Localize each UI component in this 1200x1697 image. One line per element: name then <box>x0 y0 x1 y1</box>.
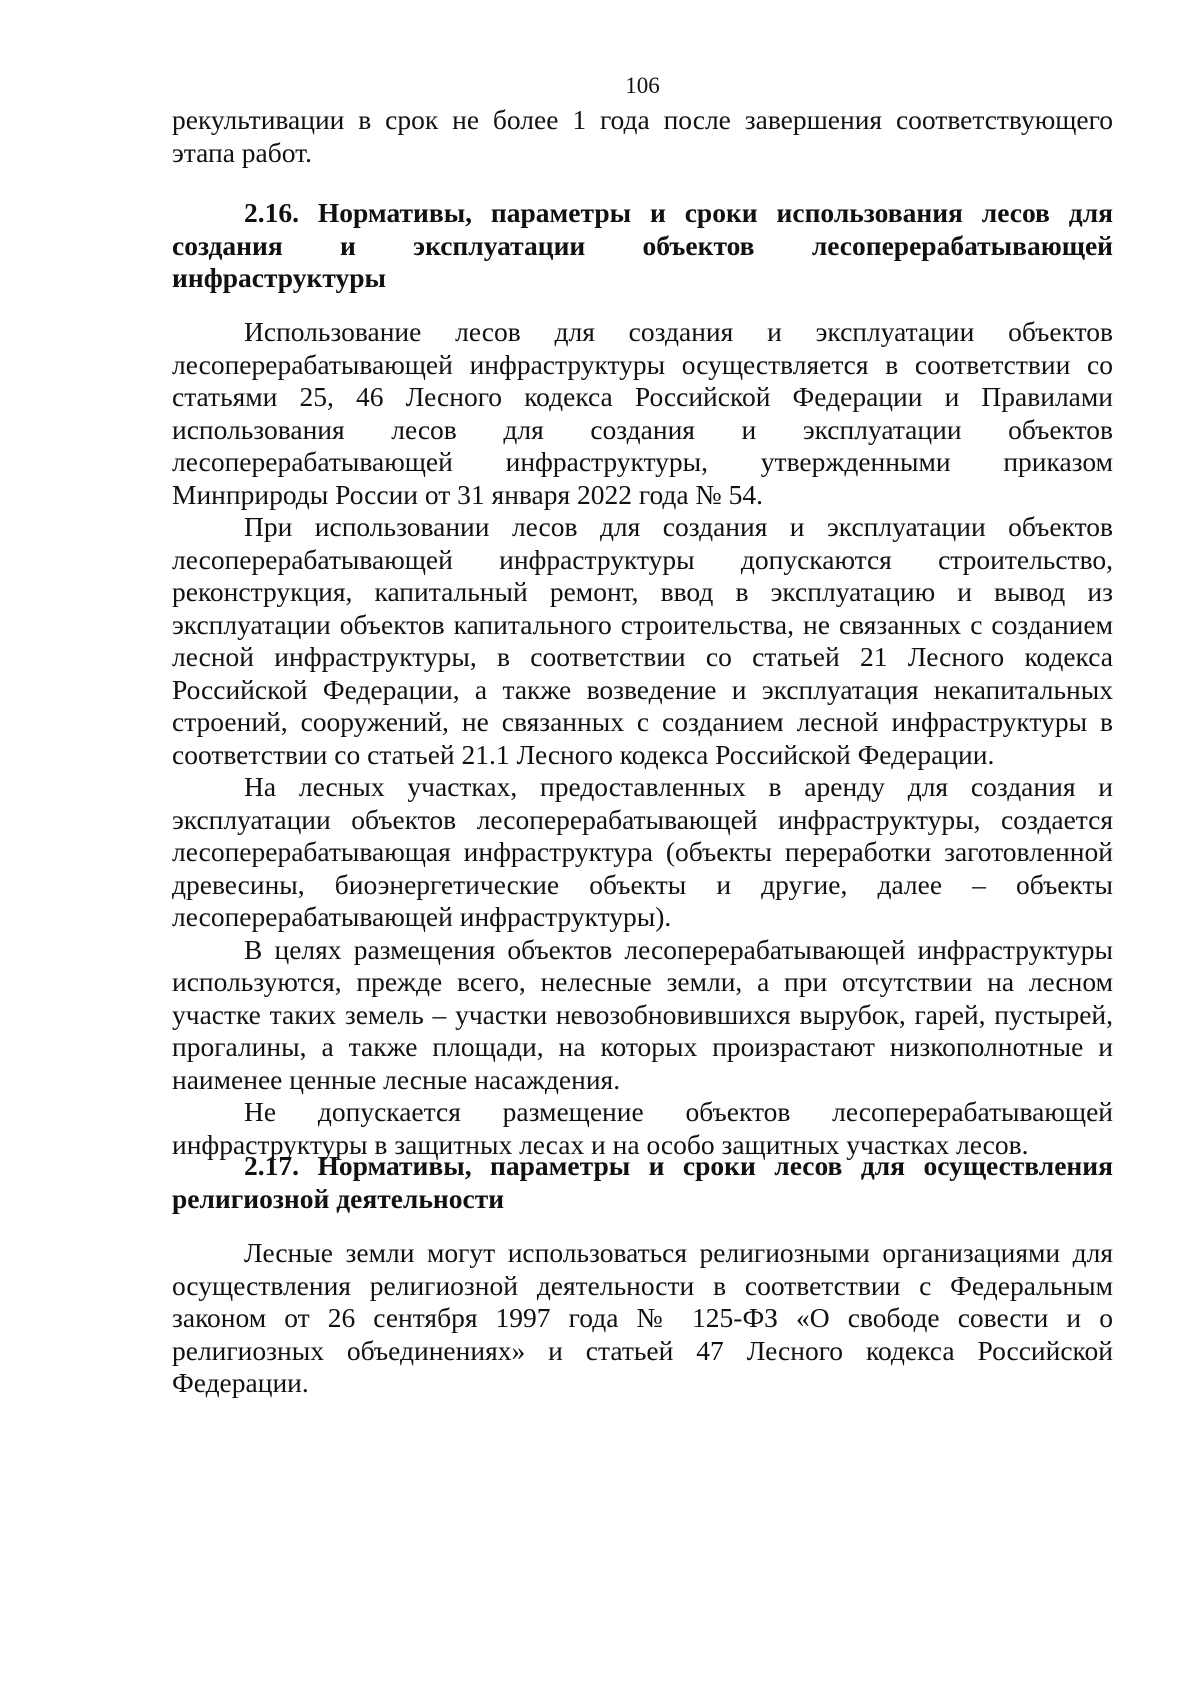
continuation-paragraph: рекультивации в срок не более 1 года после завершения соответствующего этапа работ. <box>172 104 1113 168</box>
continuation-block <box>172 104 1113 169</box>
section-2-17-heading-block <box>172 1150 1113 1215</box>
paragraph: На лесных участках, предоставленных в аренду для создания и эксплуатации объектов лесоперерабатывающей инфраструктуры, создается лесоперерабатывающая инфраструктура (объекты переработки заготовленной древесины, биоэнергетические объекты и другие, далее – объекты лесоперерабатывающей инфраструктуры). <box>172 771 1113 932</box>
section-2-16-body <box>172 316 1113 1161</box>
page-number: 106 <box>625 73 660 98</box>
section-2-17-body <box>172 1237 1113 1400</box>
paragraph: При использовании лесов для создания и эксплуатации объектов лесоперерабатывающей инфраструктуры допускаются строительство, реконструкция, капитальный ремонт, ввод в эксплуатацию и вывод из эксплуатации объектов капитального строительства, не связанных с созданием лесной инфраструктуры, в соответствии со статьей 21 Лесного кодекса Российской Федерации, а также возведение и эксплуатация некапитальных строений, сооружений, не связанных с созданием лесной инфраструктуры в соответствии со статьей 21.1 Лесного кодекса Российской Федерации. <box>172 511 1113 770</box>
section-2-16-heading: 2.16. Нормативы, параметры и сроки использования лесов для создания и эксплуатации объектов лесоперерабатывающей инфраструктуры <box>172 197 1113 293</box>
section-2-16-heading-block <box>172 197 1113 295</box>
paragraph: Лесные земли могут использоваться религиозными организациями для осуществления религиозной деятельности в соответствии с Федеральным законом от 26 сентября 1997 года № 125-ФЗ «О свободе совести и о религиозных объединениях» и статьей 47 Лесного кодекса Российской Федерации. <box>172 1237 1113 1398</box>
paragraph: Не допускается размещение объектов лесоперерабатывающей инфраструктуры в защитных лесах и на особо защитных участках лесов. <box>172 1096 1113 1160</box>
paragraph: В целях размещения объектов лесоперерабатывающей инфраструктуры используются, прежде всего, нелесные земли, а при отсутствии на лесном участке таких земель – участки невозобновившихся вырубок, гарей, пустырей, прогалины, а также площади, на которых произрастают низкополнотные и наименее ценные лесные насаждения. <box>172 933 1113 1095</box>
paragraph: Использование лесов для создания и эксплуатации объектов лесоперерабатывающей инфраструктуры осуществляется в соответствии со статьями 25, 46 Лесного кодекса Российской Федерации и Правилами использования лесов для создания и эксплуатации объектов лесоперерабатывающей инфраструктуры, утвержденными приказом Минприроды России от 31 января 2022 года № 54. <box>172 316 1113 510</box>
section-2-17-heading: 2.17. Нормативы, параметры и сроки лесов для осуществления религиозной деятельности <box>172 1150 1113 1214</box>
